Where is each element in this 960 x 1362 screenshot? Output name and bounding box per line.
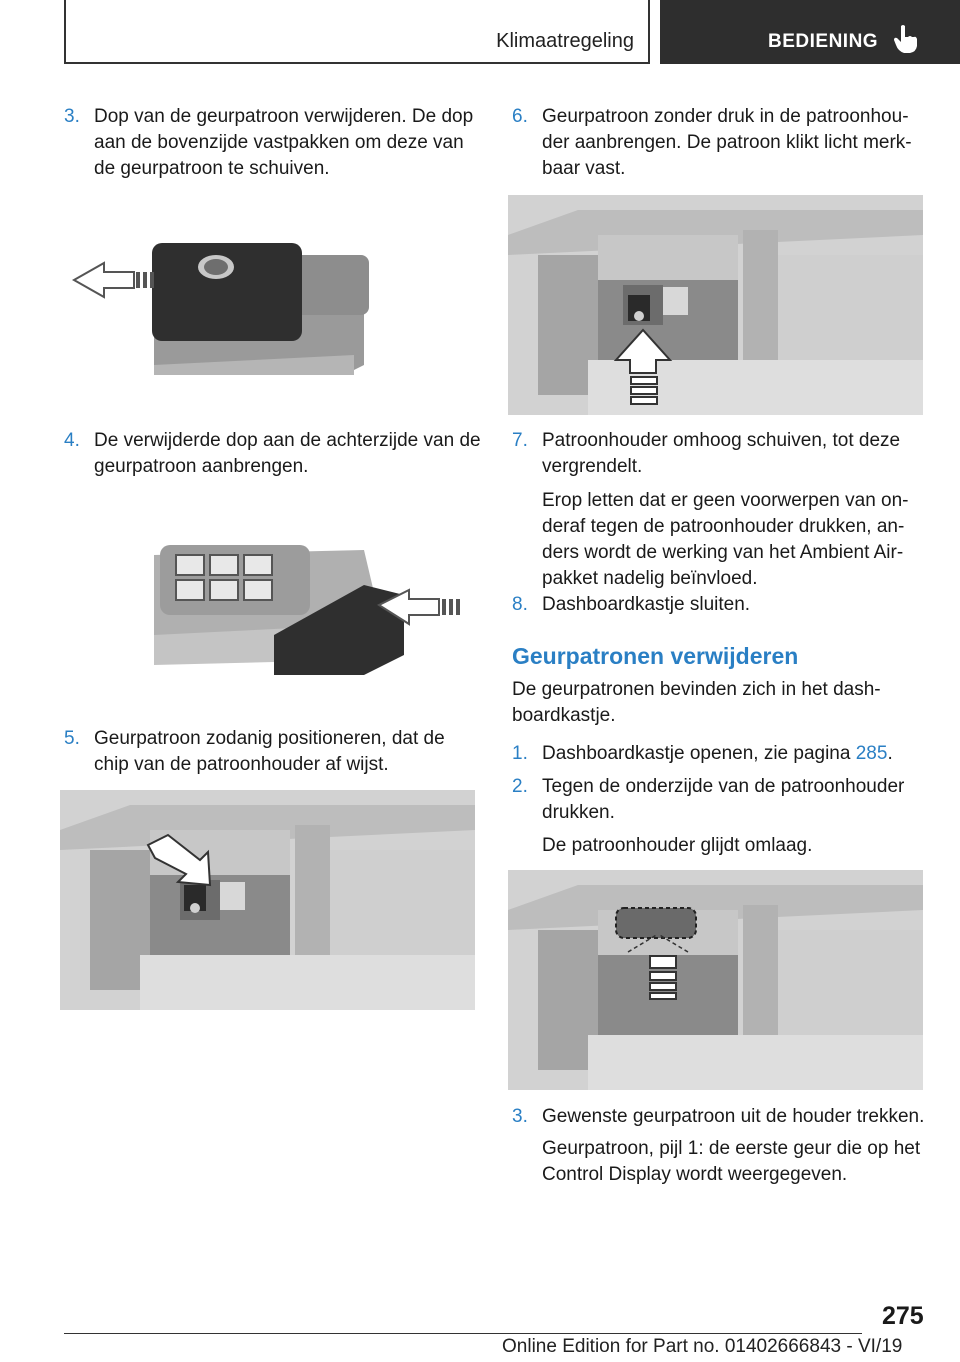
- section-name: Klimaatregeling: [496, 30, 634, 52]
- step-text-line: Patroonhouder omhoog schuiven, tot deze: [542, 430, 901, 451]
- step-text-line: chip van de patroonhouder af wijst.: [94, 754, 389, 775]
- note-line: Erop letten dat er geen voorwerpen van on-: [542, 490, 909, 511]
- edition-footer: Online Edition for Part no. 01402666843 - VI/19: [502, 1336, 903, 1357]
- step-7-note: [542, 488, 942, 592]
- intro-line: boardkastje.: [512, 705, 616, 726]
- step-text-line: vergrendelt.: [542, 456, 643, 477]
- step-number: 7.: [512, 430, 528, 451]
- note-line: Geurpatroon, pijl 1: de eerste geur die op het: [542, 1138, 921, 1159]
- section-heading: Geurpatronen verwijderen: [512, 643, 799, 669]
- step-text-line: de geurpatroon te schuiven.: [94, 158, 330, 179]
- note-line: Control Display wordt weergegeven.: [542, 1164, 848, 1185]
- chapter-name: BEDIENING: [768, 31, 879, 52]
- step-text-line: Tegen de onderzijde van de patroonhouder: [542, 776, 905, 797]
- step-number: 8.: [512, 594, 528, 615]
- step-text-line: Dashboardkastje sluiten.: [542, 594, 751, 615]
- running-header-section: [64, 0, 650, 64]
- step-text-line: aan de bovenzijde vastpakken om deze van: [94, 132, 464, 153]
- step-number: 3.: [512, 1106, 528, 1127]
- step-3-note: [542, 1136, 942, 1188]
- step-number: 5.: [64, 728, 80, 749]
- section-intro: [512, 677, 932, 729]
- chapter-tab[interactable]: [660, 0, 960, 64]
- page-number: 275: [882, 1302, 924, 1330]
- step-text-line: Dop van de geurpatroon verwijderen. De dop: [94, 106, 474, 127]
- note-line: deraf tegen de patroonhouder drukken, an-: [542, 516, 905, 537]
- cap-attach-back-illustration: [64, 525, 484, 685]
- step-text-line: der aanbrengen. De patroon klikt licht merk-: [542, 132, 912, 153]
- step-text-line: Gewenste geurpatroon uit de houder trekken.: [542, 1106, 925, 1127]
- glovebox-cartridge-position-photo: [60, 790, 475, 1010]
- step-2-note: De patroonhouder glijdt omlaag.: [542, 835, 813, 856]
- note-line: ders wordt de werking van het Ambient Air-: [542, 542, 904, 563]
- glovebox-insert-cartridge-photo: [508, 195, 923, 415]
- step-text-end: .: [887, 743, 893, 764]
- step-number: 3.: [64, 106, 80, 127]
- step-number: 2.: [512, 776, 528, 797]
- step-text-line: Geurpatroon zodanig positioneren, dat de: [94, 728, 445, 749]
- step-number: 1.: [512, 743, 528, 764]
- note-line: pakket nadelig beïnvloed.: [542, 568, 758, 589]
- hand-pointer-icon: [892, 24, 918, 54]
- step-number: 4.: [64, 430, 80, 451]
- step-text-line: Geurpatroon zonder druk in de patroonhou-: [542, 106, 909, 127]
- page-link[interactable]: 285: [855, 743, 888, 764]
- step-text: Dashboardkastje openen, zie pagina: [542, 743, 856, 764]
- step-text-line: drukken.: [542, 802, 615, 823]
- glovebox-press-holder-photo: [508, 870, 923, 1090]
- intro-line: De geurpatronen bevinden zich in het dash-: [512, 679, 881, 700]
- step-text-line: geurpatroon aanbrengen.: [94, 456, 309, 477]
- footer-divider: [64, 1333, 862, 1334]
- step-text-line: baar vast.: [542, 158, 626, 179]
- cartridge-cap-removal-illustration: [64, 225, 484, 395]
- step-text-line: De verwijderde dop aan de achterzijde van de: [94, 430, 481, 451]
- step-number: 6.: [512, 106, 528, 127]
